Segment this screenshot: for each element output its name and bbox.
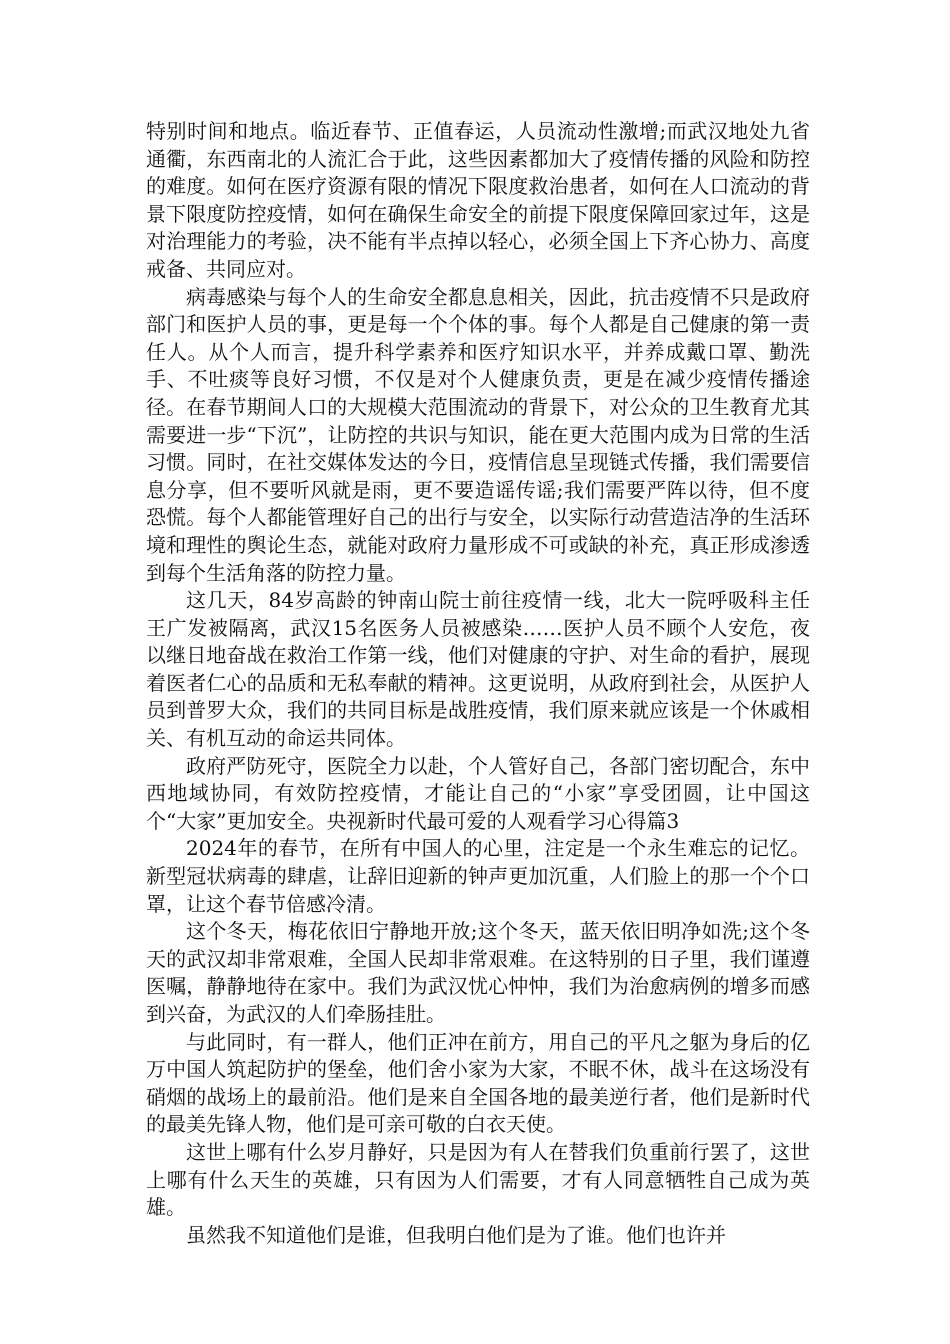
paragraph-7: 与此同时，有一群人，他们正冲在前方，用自己的平凡之躯为身后的亿万中国人筑起防护的堡垒，他们舍小家为大家，不眠不休，战斗在这场没有硝烟的战场上的最前沿。他们是来自全国各地的最美逆行者，他们是新时代的最美先锋人物，他们是可亲可敬的白衣天使。 [146, 1029, 810, 1137]
paragraph-2: 病毒感染与每个人的生命安全都息息相关，因此，抗击疫情不只是政府部门和医护人员的事，更是每一个个体的事。每个人都是自己健康的第一责任人。从个人而言，提升科学素养和医疗知识水平，并养成戴口罩、勤洗手、不吐痰等良好习惯，不仅是对个人健康负责，更是在减少疫情传播途径。在春节期间人口的大规模大范围流动的背景下，对公众的卫生教育尤其需要进一步“下沉”，让防控的共识与知识，能在更大范围内成为日常的生活习惯。同时，在社交媒体发达的今日，疫情信息呈现链式传播，我们需要信息分享，但不要听风就是雨，更不要造谣传谣;我们需要严阵以待，但不度恐慌。每个人都能管理好自己的出行与安全，以实际行动营造洁净的生活环境和理性的舆论生态，就能对政府力量形成不可或缺的补充，真正形成渗透到每个生活角落的防控力量。 [146, 284, 810, 585]
document-body [146, 118, 810, 1249]
paragraph-4: 政府严防死守，医院全力以赴，个人管好自己，各部门密切配合，东中西地域协同，有效防控疫情，才能让自己的“小家”享受团圆，让中国这个“大家”更加安全。央视新时代最可爱的人观看学习心得篇3 [146, 753, 810, 833]
paragraph-8: 这世上哪有什么岁月静好，只是因为有人在替我们负重前行罢了，这世上哪有什么天生的英雄，只有因为人们需要，才有人同意牺牲自己成为英雄。 [146, 1139, 810, 1220]
paragraph-1: 特别时间和地点。临近春节、正值春运，人员流动性激增;而武汉地处九省通衢，东西南北的人流汇合于此，这些因素都加大了疫情传播的风险和防控的难度。如何在医疗资源有限的情况下限度救治患者，如何在人口流动的背景下限度防控疫情，如何在确保生命安全的前提下限度保障回家过年，这是对治理能力的考验，决不能有半点掉以轻心，必须全国上下齐心协力、高度戒备、共同应对。 [146, 119, 810, 281]
paragraph-5: 2024年的春节，在所有中国人的心里，注定是一个永生难忘的记忆。新型冠状病毒的肆虐，让辞旧迎新的钟声更加沉重，人们脸上的那一个个口罩，让这个春节倍感冷清。 [146, 836, 810, 916]
paragraph-9: 虽然我不知道他们是谁，但我明白他们是为了谁。他们也许并 [186, 1222, 726, 1247]
paragraph-3: 这几天，84岁高龄的钟南山院士前往疫情一线，北大一院呼吸科主任王广发被隔离，武汉15名医务人员被感染……医护人员不顾个人安危，夜以继日地奋战在救治工作第一线，他们对健康的守护、对生命的看护，展现着医者仁心的品质和无私奉献的精神。这更说明，从政府到社会，从医护人员到普罗大众，我们的共同目标是战胜疫情，我们原来就应该是一个休戚相关、有机互动的命运共同体。 [146, 588, 810, 751]
paragraph-6: 这个冬天，梅花依旧宁静地开放;这个冬天，蓝天依旧明净如洗;这个冬天的武汉却非常艰难，全国人民却非常艰难。在这特别的日子里，我们谨遵医嘱，静静地待在家中。我们为武汉忧心忡忡，我们为治愈病例的增多而感到兴奋，为武汉的人们牵肠挂肚。 [146, 919, 810, 1026]
